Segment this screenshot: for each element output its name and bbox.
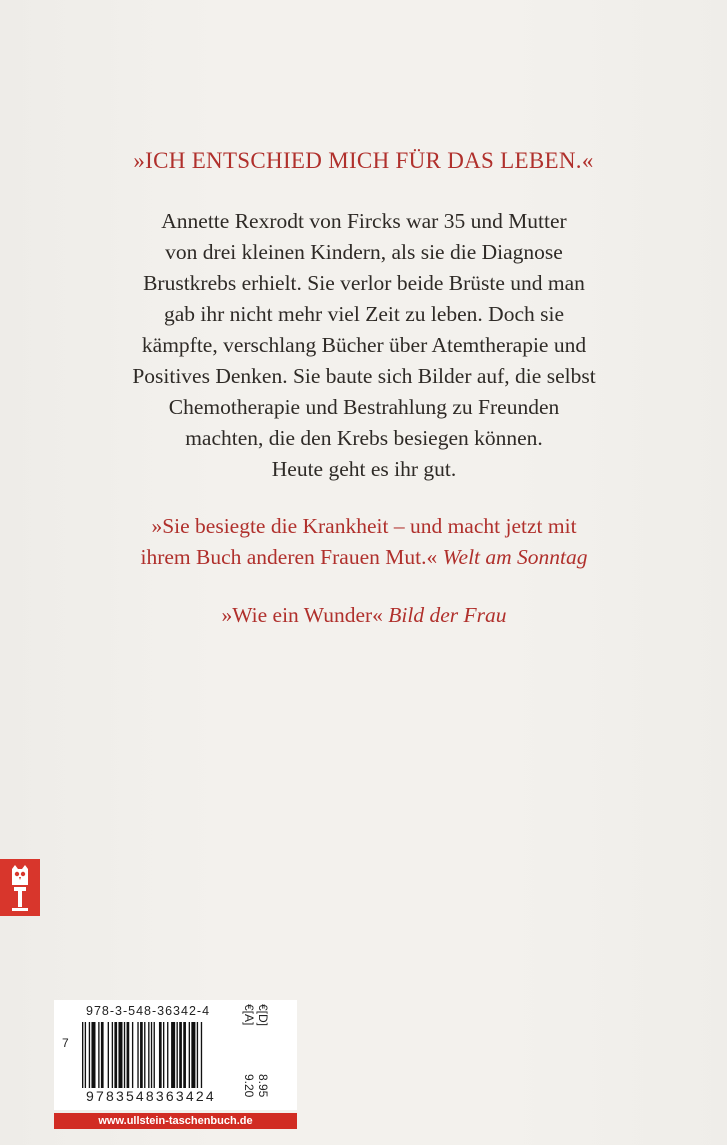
barcode-bar [159, 1022, 162, 1088]
barcode-bars [80, 1022, 246, 1088]
blurb [80, 206, 648, 485]
barcode-bar [82, 1022, 83, 1088]
barcode-bar [108, 1022, 109, 1088]
blurb-line: von drei kleinen Kindern, als sie die Diagnose [165, 240, 563, 264]
barcode-bar [171, 1022, 175, 1088]
quote-source: Bild der Frau [388, 603, 507, 627]
barcode-bar [154, 1022, 155, 1088]
isbn-label: 978-3-548-36342-4 [86, 1004, 211, 1018]
barcode-bar [148, 1022, 149, 1088]
barcode-bar [85, 1022, 86, 1088]
price-de-label: €[D] [256, 1004, 270, 1027]
barcode-bar [177, 1022, 178, 1088]
barcode-bar [127, 1022, 130, 1088]
blurb-line: Annette Rexrodt von Fircks war 35 und Mutter [161, 209, 567, 233]
barcode-bar [191, 1022, 195, 1088]
quote-line: »Sie besiegte die Krankheit – und macht jetzt mit [151, 514, 577, 538]
publisher-url: www.ullstein-taschenbuch.de [54, 1113, 297, 1129]
blurb-line: gab ihr nicht mehr viel Zeit zu leben. Doch sie [163, 302, 564, 326]
barcode-bar [163, 1022, 164, 1088]
barcode-bar [114, 1022, 117, 1088]
barcode-bar [183, 1022, 186, 1088]
blurb-line: Brustkrebs erhielt. Sie verlor beide Brüste und man [143, 271, 585, 295]
barcode-bar [124, 1022, 125, 1088]
barcode-bar [167, 1022, 168, 1088]
quote-source: Welt am Sonntag [442, 545, 588, 569]
barcode-bar [197, 1022, 198, 1088]
ullstein-owl-icon [0, 859, 40, 916]
barcode-bar [132, 1022, 133, 1088]
press-quote-welt [60, 511, 668, 573]
barcode-bar [137, 1022, 138, 1088]
price-de: 8.95 [256, 1074, 270, 1098]
barcode-bar [144, 1022, 145, 1088]
barcode-digits: 9783548363424 [86, 1088, 216, 1104]
quote-line [60, 542, 668, 573]
blurb-line: machten, die den Krebs besiegen können. [185, 426, 543, 450]
barcode-bar [201, 1022, 202, 1088]
price-at-label: €[A] [242, 1004, 256, 1026]
quote-text: ihrem Buch anderen Frauen Mut.« [140, 545, 438, 569]
barcode-bar [98, 1022, 99, 1088]
press-quote-bild [60, 600, 668, 631]
blurb-line: Heute geht es ihr gut. [271, 457, 457, 481]
blurb-line: kämpfte, verschlang Bücher über Atemtherapie und [141, 333, 587, 357]
price-at: 9.20 [242, 1074, 256, 1098]
barcode-bar [89, 1022, 90, 1088]
barcode-bar [118, 1022, 122, 1088]
quote-text: »Wie ein Wunder« [221, 603, 383, 627]
barcode-bar [91, 1022, 95, 1088]
barcode-bar [112, 1022, 113, 1088]
barcode-bar [151, 1022, 152, 1088]
barcode-lead-digit: 7 [62, 1036, 69, 1050]
headline: »ICH ENTSCHIED MICH FÜR DAS LEBEN.« [133, 148, 594, 173]
barcode-bar [179, 1022, 182, 1088]
quote-line [60, 600, 668, 631]
barcode-bar [140, 1022, 143, 1088]
barcode-bar [189, 1022, 190, 1088]
blurb-line: Positives Denken. Sie baute sich Bilder auf, die selbst [132, 364, 596, 388]
barcode-bar [101, 1022, 104, 1088]
blurb-line: Chemotherapie und Bestrahlung zu Freunden [168, 395, 560, 419]
